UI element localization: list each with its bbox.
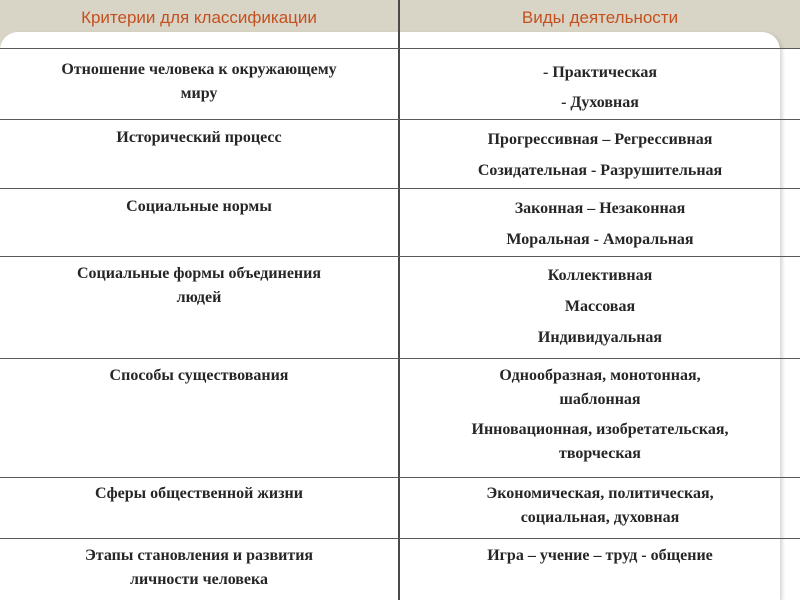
- type-line: Прогрессивная – Регрессивная: [487, 131, 713, 148]
- column-divider: [398, 0, 400, 600]
- criterion-cell: [4, 482, 394, 506]
- row-divider: [0, 358, 800, 359]
- header-activity-types: Виды деятельности: [521, 8, 679, 27]
- type-line: Инновационная, изобретательская,: [471, 421, 729, 438]
- type-line: Экономическая, политическая,: [486, 485, 714, 502]
- row-divider: [0, 188, 800, 189]
- types-cell: [402, 482, 798, 530]
- type-line: творческая: [559, 445, 641, 462]
- row-divider: [0, 119, 800, 120]
- header-criteria: Критерии для классификации: [81, 8, 317, 27]
- types-cell: [402, 58, 798, 118]
- row-divider: [0, 48, 800, 49]
- criterion-cell: [4, 58, 394, 106]
- type-line: Законная – Незаконная: [514, 200, 686, 217]
- criterion-cell: [4, 364, 394, 388]
- type-line: Игра – учение – труд - общение: [487, 547, 713, 564]
- type-line: шаблонная: [559, 391, 641, 408]
- criterion-line: Сферы общественной жизни: [95, 485, 303, 502]
- criterion-line: миру: [180, 85, 218, 102]
- criterion-cell: [4, 544, 394, 592]
- row-divider: [0, 256, 800, 257]
- criterion-line: Исторический процесс: [116, 129, 282, 146]
- criterion-line: Социальные нормы: [126, 198, 272, 215]
- criterion-cell: [4, 195, 394, 219]
- criterion-line: Способы существования: [109, 367, 289, 384]
- row-divider: [0, 538, 800, 539]
- types-cell: [402, 260, 798, 353]
- type-line: Индивидуальная: [537, 329, 663, 346]
- types-cell: [402, 124, 798, 186]
- row-divider: [0, 477, 800, 478]
- type-line: - Духовная: [561, 94, 639, 111]
- criterion-line: Отношение человека к окружающему: [61, 61, 337, 78]
- type-line: Массовая: [564, 298, 636, 315]
- type-line: социальная, духовная: [520, 509, 680, 526]
- criterion-line: Этапы становления и развития: [84, 547, 314, 564]
- criterion-cell: [4, 126, 394, 150]
- criterion-line: личности человека: [129, 571, 269, 588]
- type-line: - Практическая: [542, 64, 658, 81]
- type-line: Коллективная: [547, 267, 653, 284]
- criterion-cell: [4, 262, 394, 310]
- type-line: Моральная - Аморальная: [506, 231, 694, 248]
- type-line: Однообразная, монотонная,: [499, 367, 701, 384]
- types-cell: [402, 193, 798, 255]
- types-cell: [402, 364, 798, 466]
- criterion-line: людей: [176, 289, 222, 306]
- criterion-line: Социальные формы объединения: [76, 265, 322, 282]
- types-cell: [402, 544, 798, 568]
- type-line: Созидательная - Разрушительная: [477, 162, 723, 179]
